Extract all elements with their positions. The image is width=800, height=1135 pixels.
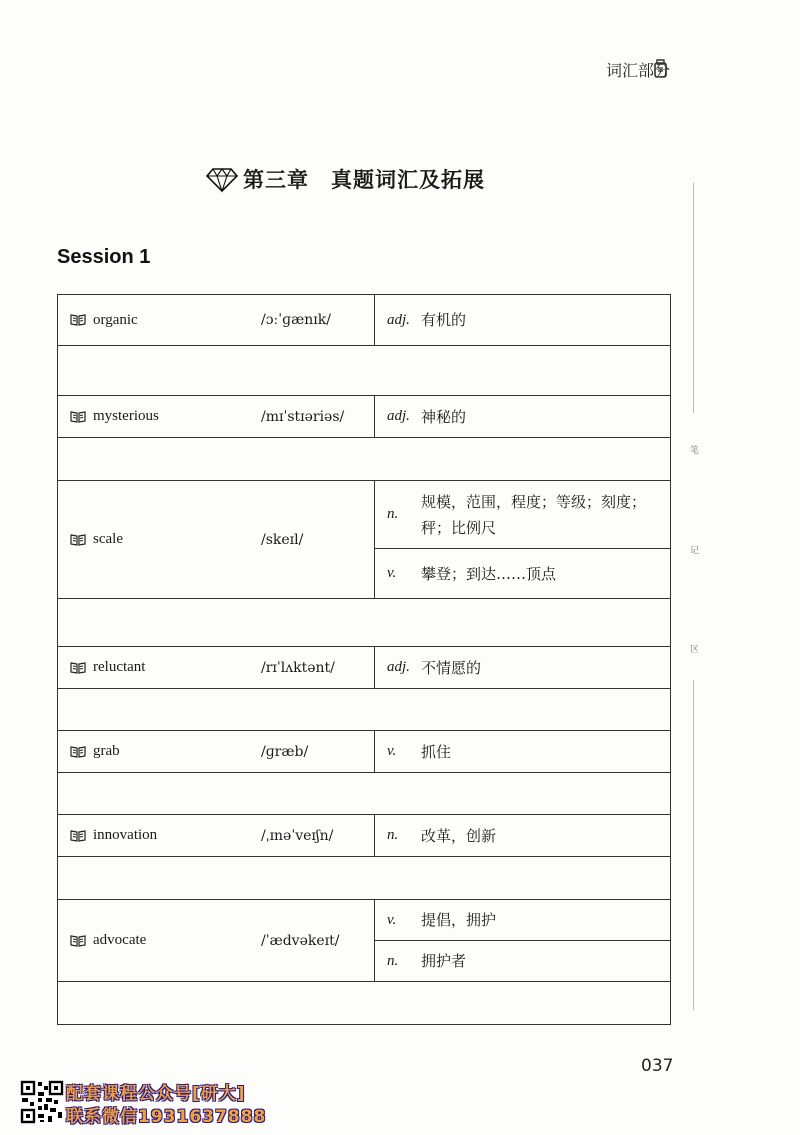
- word: mysterious: [93, 408, 159, 424]
- book-icon: [70, 314, 86, 326]
- meaning: 不情愿的: [421, 658, 482, 677]
- book-icon: [70, 534, 86, 546]
- word: organic: [93, 311, 138, 328]
- promo-line: 配套课程公众号[研大]: [66, 1084, 246, 1104]
- table-row: [58, 295, 671, 346]
- phonetic: /skeɪl/: [261, 531, 304, 548]
- word-cell: [58, 900, 375, 982]
- word: advocate: [93, 932, 147, 948]
- meaning: 神秘的: [421, 407, 467, 426]
- note-space: [58, 346, 671, 396]
- note-space: [58, 689, 671, 731]
- chapter-name: 真题词汇及拓展: [331, 168, 485, 192]
- chapter-title: [0, 164, 690, 194]
- book-icon: [70, 662, 86, 674]
- part-of-speech: v.: [387, 743, 397, 759]
- promo-line: 联系微信1931637888: [66, 1107, 267, 1127]
- note-row: [58, 689, 671, 731]
- definition-cell: [375, 396, 671, 438]
- chapter-label: 第三章: [243, 168, 309, 192]
- note-row: [58, 773, 671, 815]
- word-cell: [58, 396, 375, 438]
- margin-note-char: 笔: [690, 446, 700, 456]
- meaning: 规模，范围，程度；等级；刻度；秤；比例尺: [421, 492, 647, 537]
- note-row: [58, 599, 671, 647]
- part-of-speech: v.: [387, 911, 397, 928]
- book-icon: [70, 746, 86, 758]
- word: grab: [93, 743, 120, 759]
- part-of-speech: adj.: [387, 408, 410, 424]
- phonetic: /ɔːˈɡænɪk/: [261, 312, 331, 328]
- phonetic: /ˌɪnəˈveɪʃn/: [261, 827, 334, 844]
- meaning: 攀登；到达……顶点: [421, 564, 557, 583]
- margin-line: [693, 183, 694, 413]
- note-space: [58, 982, 671, 1025]
- note-space: [58, 857, 671, 900]
- qr-code-icon: [20, 1080, 64, 1124]
- part-of-speech: n.: [387, 506, 399, 522]
- definition-cell: [375, 481, 671, 549]
- word: innovation: [93, 827, 158, 843]
- margin-note-char: 区: [690, 645, 700, 655]
- table-row: [58, 731, 671, 773]
- page-number: 037: [641, 1056, 674, 1076]
- word-cell: [58, 815, 375, 857]
- table-row: [58, 815, 671, 857]
- meaning: 抓住: [421, 742, 452, 761]
- phonetic: /rɪˈlʌktənt/: [261, 659, 335, 676]
- meaning: 提倡，拥护: [421, 911, 497, 929]
- note-space: [58, 599, 671, 647]
- part-of-speech: adj.: [387, 659, 410, 675]
- session-heading: Session 1: [57, 246, 151, 268]
- table-row: [58, 647, 671, 689]
- part-of-speech: n.: [387, 952, 399, 969]
- book-icon: [70, 830, 86, 842]
- meaning: 改革，创新: [421, 826, 497, 845]
- definition-cell: [375, 647, 671, 689]
- note-row: [58, 857, 671, 900]
- section-header: 词汇部分: [605, 61, 670, 80]
- diamond-icon: [205, 167, 239, 193]
- word: reluctant: [93, 659, 146, 675]
- vocabulary-table: [57, 294, 671, 1025]
- word-cell: [58, 731, 375, 773]
- definition-cell: [375, 815, 671, 857]
- book-icon: [70, 935, 86, 947]
- word: scale: [93, 531, 123, 547]
- table-row: [58, 481, 671, 549]
- definition-cell: [375, 731, 671, 773]
- note-space: [58, 438, 671, 481]
- pencil-note-icon: [652, 58, 670, 80]
- margin-note-char: 记: [690, 546, 700, 556]
- table-row: [58, 396, 671, 438]
- phonetic: /ˈædvəkeɪt/: [261, 932, 340, 949]
- definition-cell: [375, 900, 671, 941]
- meaning: 拥护者: [421, 952, 467, 970]
- table-row: [58, 900, 671, 941]
- note-row: [58, 438, 671, 481]
- note-space: [58, 773, 671, 815]
- part-of-speech: n.: [387, 827, 399, 843]
- phonetic: /ɡræb/: [261, 743, 309, 760]
- part-of-speech: adj.: [387, 311, 410, 328]
- margin-line: [693, 680, 694, 1010]
- note-row: [58, 346, 671, 396]
- word-cell: [58, 295, 375, 346]
- definition-cell: [375, 549, 671, 599]
- definition-cell: [375, 941, 671, 982]
- word-cell: [58, 647, 375, 689]
- part-of-speech: v.: [387, 565, 397, 581]
- note-row: [58, 982, 671, 1025]
- word-cell: [58, 481, 375, 599]
- phonetic: /mɪˈstɪəriəs/: [261, 408, 345, 425]
- meaning: 有机的: [421, 311, 467, 329]
- book-icon: [70, 411, 86, 423]
- definition-cell: [375, 295, 671, 346]
